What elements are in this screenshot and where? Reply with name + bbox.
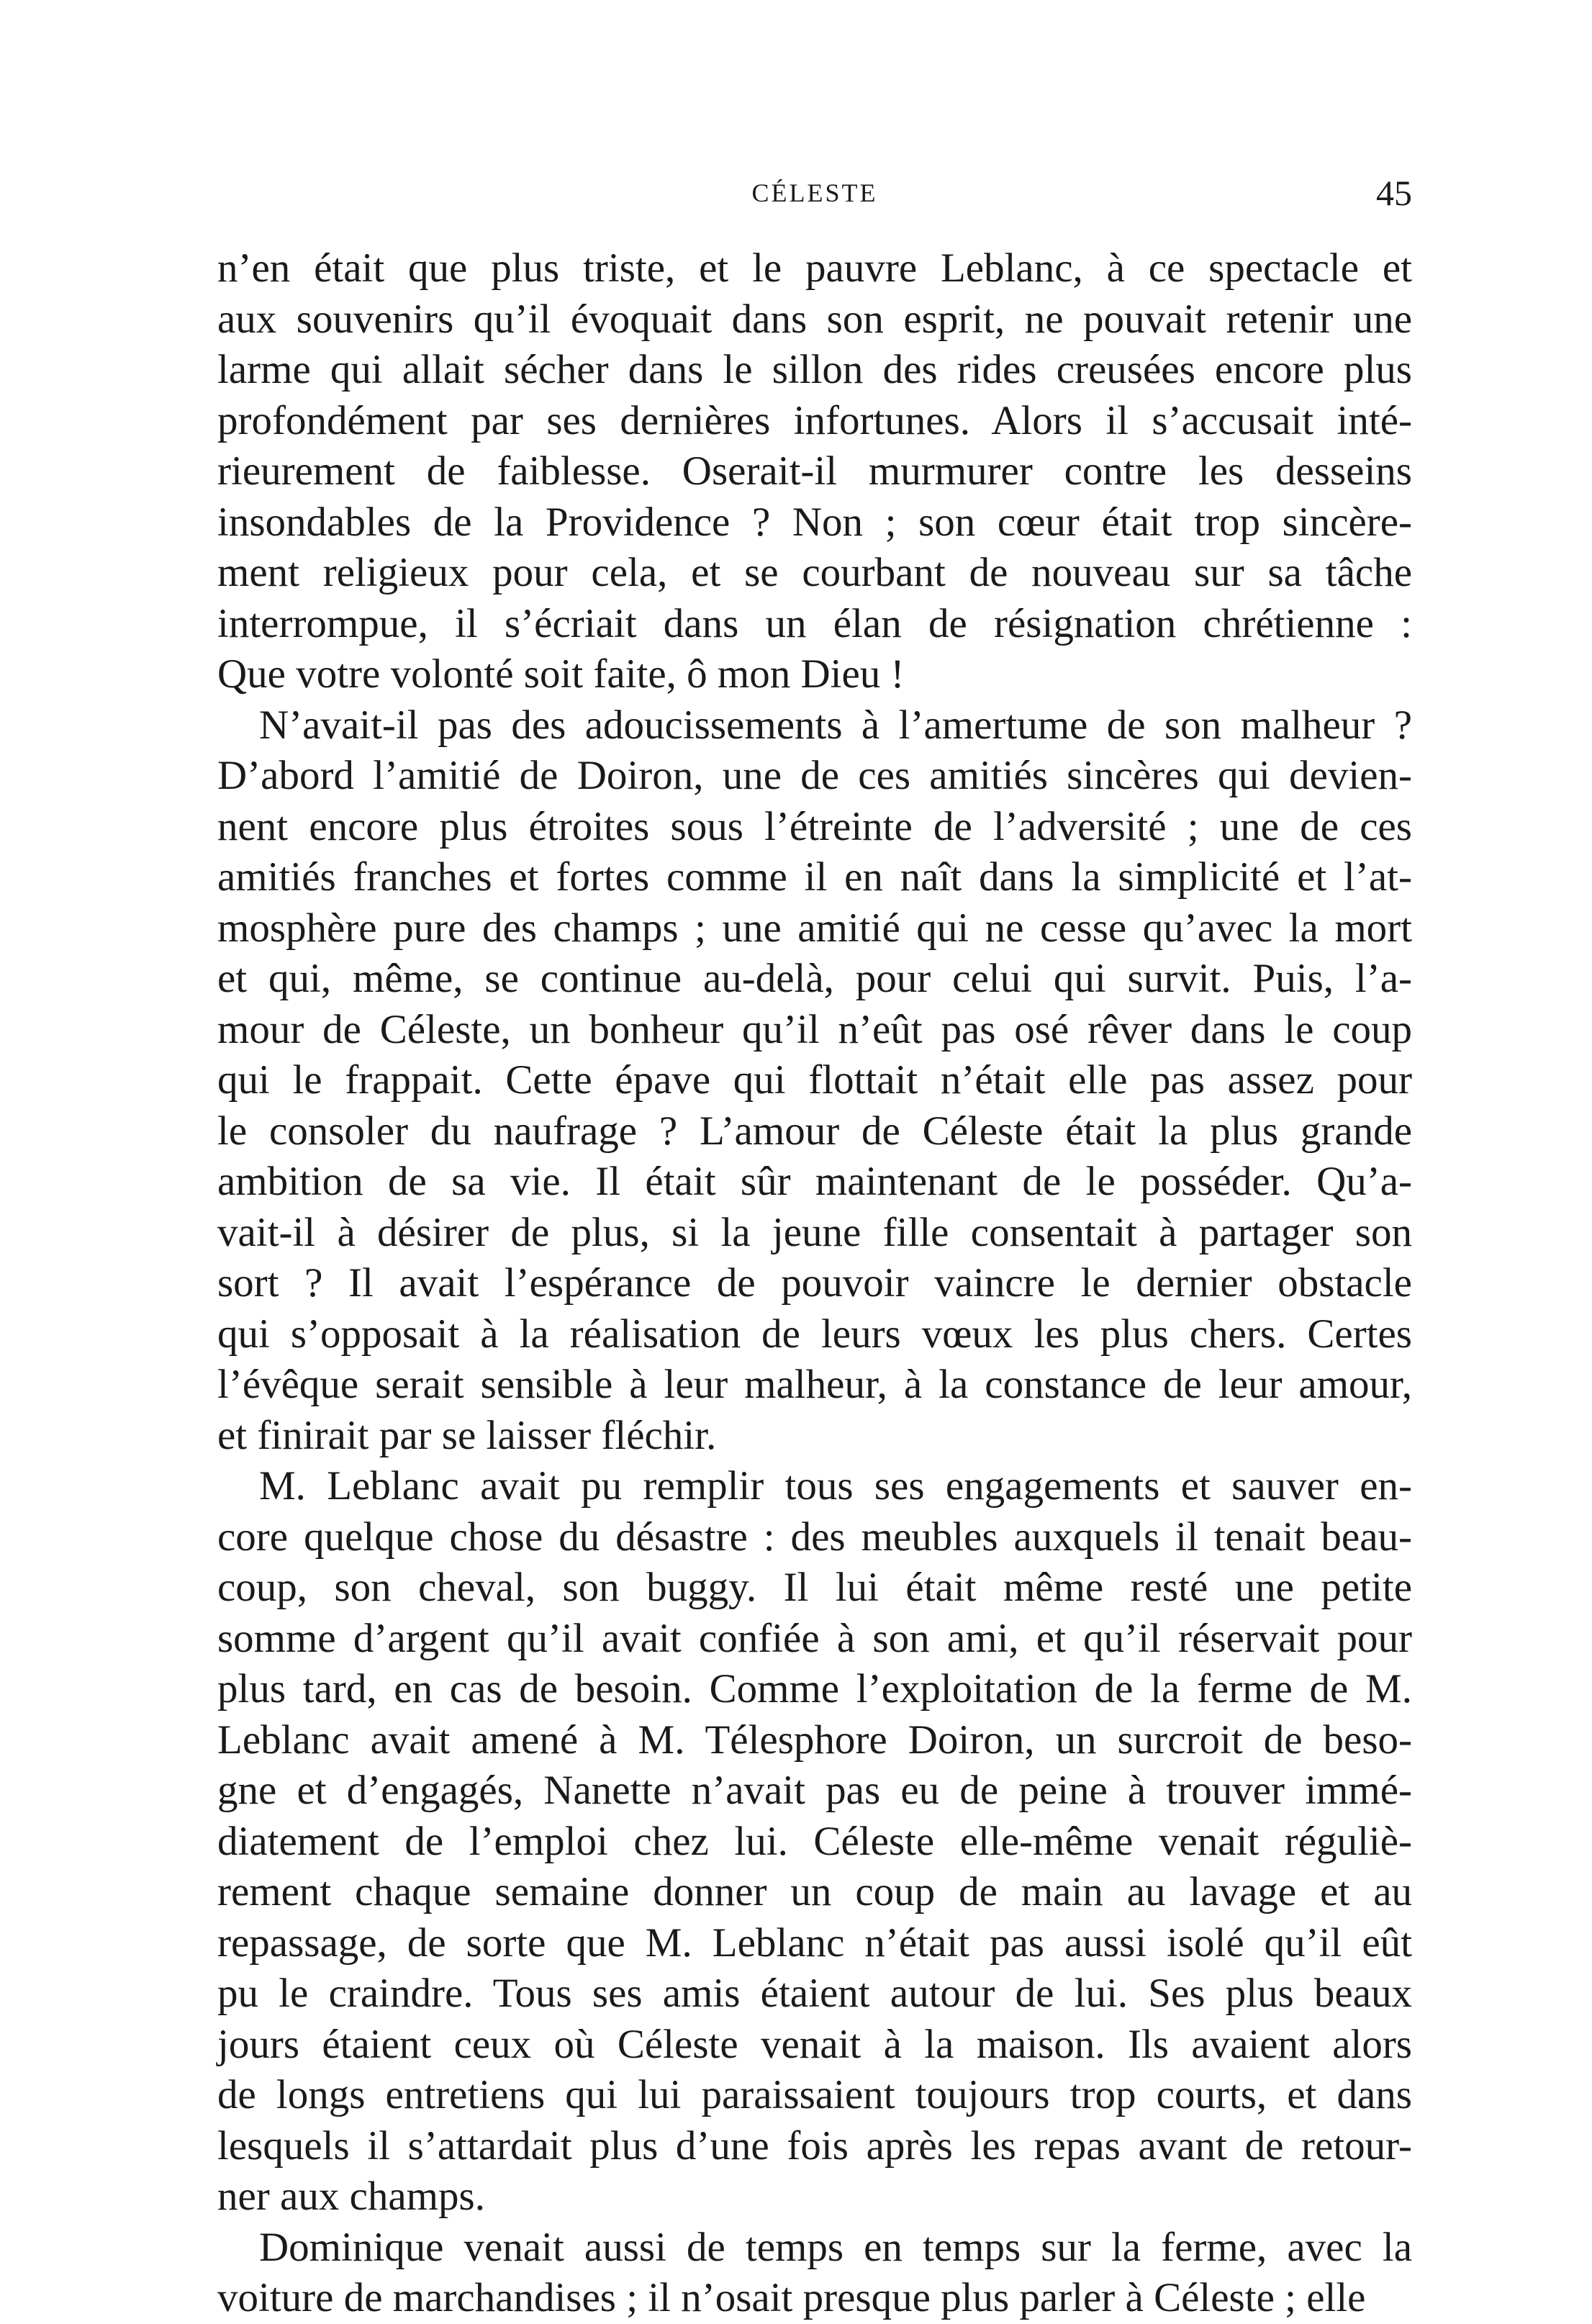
page-number: 45 <box>1376 173 1412 213</box>
text-line: Leblanc avait amené à M. Télesphore Doiron, un surcroit de beso- <box>217 1717 1412 1763</box>
text-line: interrompue, il s’écriait dans un élan de résignation chrétienne : <box>217 600 1412 646</box>
text-line: ner aux champs. <box>217 2174 485 2219</box>
text-line: sort ? Il avait l’espérance de pouvoir vaincre le dernier obstacle <box>217 1260 1412 1306</box>
text-line: et qui, même, se continue au-delà, pour celui qui survit. Puis, l’a- <box>217 956 1412 1001</box>
text-line: profondément par ses dernières infortunes. Alors il s’accusait inté- <box>217 397 1412 443</box>
paragraph <box>217 243 1412 700</box>
text-line: Que votre volonté soit faite, ô mon Dieu ! <box>217 651 905 697</box>
text-line: mosphère pure des champs ; une amitié qui ne cesse qu’avec la mort <box>217 905 1412 951</box>
running-head <box>217 171 1412 214</box>
text-line: core quelque chose du désastre : des meubles auxquels il tenait beau- <box>217 1514 1412 1560</box>
text-line: aux souvenirs qu’il évoquait dans son esprit, ne pouvait retenir une <box>217 296 1412 342</box>
text-line: le consoler du naufrage ? L’amour de Céleste était la plus grande <box>217 1108 1412 1154</box>
text-line: amitiés franches et fortes comme il en naît dans la simplicité et l’at- <box>217 854 1412 900</box>
text-line: larme qui allait sécher dans le sillon des rides creusées encore plus <box>217 347 1412 392</box>
text-line: et finirait par se laisser fléchir. <box>217 1412 717 1458</box>
text-line: voiture de marchandises ; il n’osait presque plus parler à Céleste ; elle <box>217 2275 1366 2320</box>
text-line: de longs entretiens qui lui paraissaient toujours trop courts, et dans <box>217 2072 1412 2117</box>
paragraph <box>217 1461 1412 2223</box>
text-line: diatement de l’emploi chez lui. Céleste elle-même venait réguliè- <box>217 1818 1412 1864</box>
text-line: ambition de sa vie. Il était sûr maintenant de le posséder. Qu’a- <box>217 1159 1412 1204</box>
body-text <box>217 243 1412 2324</box>
text-line: ment religieux pour cela, et se courbant de nouveau sur sa tâche <box>217 550 1412 595</box>
paragraph <box>217 700 1412 1462</box>
text-line: M. Leblanc avait pu remplir tous ses engagements et sauver en- <box>259 1463 1412 1509</box>
text-line: lesquels il s’attardait plus d’une fois après les repas avant de retour- <box>217 2122 1412 2169</box>
text-line: plus tard, en cas de besoin. Comme l’exploitation de la ferme de M. <box>217 1666 1412 1712</box>
text-line: N’avait-il pas des adoucissements à l’amertume de son malheur ? <box>259 702 1412 748</box>
text-line: qui s’opposait à la réalisation de leurs vœux les plus chers. Certes <box>217 1311 1412 1357</box>
text-line: pu le craindre. Tous ses amis étaient autour de lui. Ses plus beaux <box>217 1971 1412 2016</box>
running-title: CÉLESTE <box>751 178 878 207</box>
text-line: rieurement de faiblesse. Oserait-il murmurer contre les desseins <box>217 448 1412 494</box>
text-line: rement chaque semaine donner un coup de main au lavage et au <box>217 1869 1412 1914</box>
text-line: nent encore plus étroites sous l’étreinte de l’adversité ; une de ces <box>217 803 1412 849</box>
text-line: D’abord l’amitié de Doiron, une de ces amitiés sincères qui devien- <box>217 753 1412 798</box>
text-line: coup, son cheval, son buggy. Il lui était même resté une petite <box>217 1565 1412 1610</box>
text-line: l’évêque serait sensible à leur malheur, à la constance de leur amour, <box>217 1362 1412 1407</box>
text-line: repassage, de sorte que M. Leblanc n’était pas aussi isolé qu’il eût <box>217 1920 1412 1966</box>
text-line: gne et d’engagés, Nanette n’avait pas eu de peine à trouver immé- <box>217 1768 1412 1813</box>
text-line: mour de Céleste, un bonheur qu’il n’eût pas osé rêver dans le coup <box>217 1006 1412 1052</box>
text-line: insondables de la Providence ? Non ; son cœur était trop sincère- <box>217 499 1412 545</box>
paragraph <box>217 2223 1412 2324</box>
text-line: Dominique venait aussi de temps en temps sur la ferme, avec la <box>259 2224 1412 2270</box>
text-line: qui le frappait. Cette épave qui flottait n’était elle pas assez pour <box>217 1057 1412 1103</box>
text-line: n’en était que plus triste, et le pauvre Leblanc, à ce spectacle et <box>217 245 1412 291</box>
text-line: somme d’argent qu’il avait confiée à son ami, et qu’il réservait pour <box>217 1615 1412 1661</box>
text-line: vait-il à désirer de plus, si la jeune fille consentait à partager son <box>217 1209 1412 1255</box>
text-line: jours étaient ceux où Céleste venait à la maison. Ils avaient alors <box>217 2021 1412 2067</box>
